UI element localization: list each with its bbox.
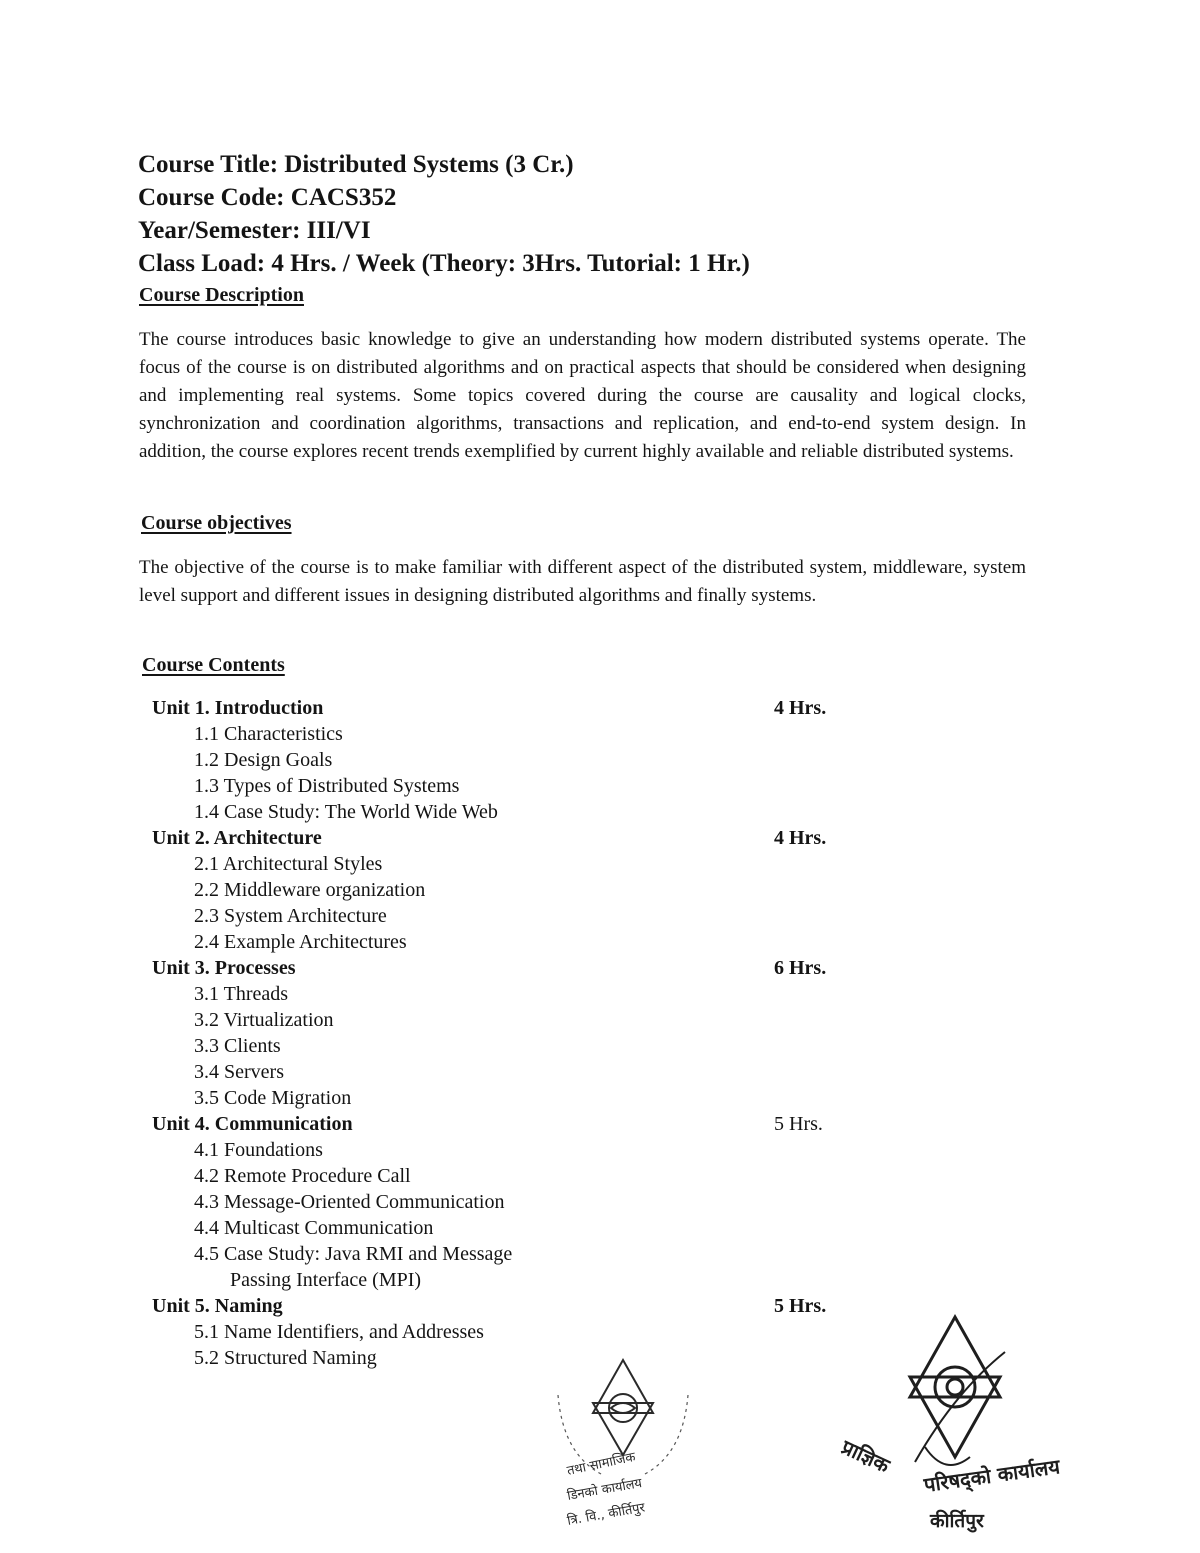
- contents-heading: Course Contents: [142, 654, 285, 676]
- topic-item: 1.1 Characteristics: [194, 723, 343, 745]
- unit-hours: 5 Hrs.: [774, 1295, 827, 1317]
- course-code: Course Code: CACS352: [138, 184, 397, 211]
- topic-item: 3.1 Threads: [194, 983, 289, 1005]
- topic-item: 1.4 Case Study: The World Wide Web: [194, 801, 498, 823]
- svg-text:कीर्तिपुर: कीर्तिपुर: [930, 1510, 984, 1532]
- unit-row: [152, 825, 852, 851]
- objectives-heading: Course objectives: [141, 512, 292, 534]
- topic-item: 3.5 Code Migration: [194, 1087, 352, 1109]
- unit-title: Unit 4. Communication: [152, 1113, 353, 1135]
- course-contents: [152, 695, 852, 1371]
- unit-row: [152, 955, 852, 981]
- topic-item: 4.2 Remote Procedure Call: [194, 1165, 411, 1187]
- unit-title: Unit 3. Processes: [152, 957, 296, 979]
- svg-text:तथा सामाजिक: तथा सामाजिक: [565, 1449, 637, 1479]
- topic-item: 1.2 Design Goals: [194, 749, 333, 771]
- topic-item: 3.2 Virtualization: [194, 1009, 334, 1031]
- topic-item: 4.5 Case Study: Java RMI and Message: [194, 1243, 513, 1265]
- class-load: Class Load: 4 Hrs. / Week (Theory: 3Hrs. Tutorial: 1 Hr.): [138, 250, 750, 277]
- star-emblem-icon: [528, 1355, 718, 1535]
- unit-title: Unit 5. Naming: [152, 1295, 283, 1317]
- course-header: [138, 148, 750, 280]
- topic-item: 5.1 Name Identifiers, and Addresses: [194, 1321, 484, 1343]
- topic-item-continuation: Passing Interface (MPI): [230, 1269, 422, 1291]
- unit-row: [152, 1293, 852, 1319]
- topic-item: 3.4 Servers: [194, 1061, 284, 1083]
- unit-row: [152, 1111, 852, 1137]
- description-text: The course introduces basic knowledge to give an understanding how modern distributed systems operate. The focus of the course is on distributed algorithms and on practical aspects that should be considered when designing and implementing real systems. Some topics covered during the course are causality and logical clocks, synchronization and coordination algorithms, transactions and replication, and end-to-end system design. In addition, the course explores recent trends exemplified by current highly available and reliable distributed systems.: [139, 329, 1026, 462]
- topic-item: 2.3 System Architecture: [194, 905, 387, 927]
- unit-title: Unit 2. Architecture: [152, 827, 322, 849]
- unit-title: Unit 1. Introduction: [152, 697, 324, 719]
- academic-council-stamp: [830, 1312, 1090, 1537]
- topic-item: 2.1 Architectural Styles: [194, 853, 383, 875]
- star-emblem-icon: [830, 1312, 1090, 1537]
- svg-text:डिनको कार्यालय: डिनको कार्यालय: [566, 1476, 644, 1504]
- topic-item: 4.4 Multicast Communication: [194, 1217, 434, 1239]
- objectives-text: The objective of the course is to make familiar with different aspect of the distributed system, middleware, system level support and different issues in designing distributed algorithms and finally systems.: [139, 557, 1026, 606]
- topic-item: 3.3 Clients: [194, 1035, 281, 1057]
- unit-hours: 4 Hrs.: [774, 827, 827, 849]
- svg-text:परिषद्को कार्यालय: परिषद्को कार्यालय: [922, 1454, 1062, 1497]
- unit-hours: 5 Hrs.: [774, 1113, 823, 1135]
- topic-item: 4.1 Foundations: [194, 1139, 323, 1161]
- dean-office-stamp: [528, 1355, 718, 1535]
- svg-text:प्राज्ञिक: प्राज्ञिक: [837, 1434, 894, 1478]
- description-heading: Course Description: [139, 284, 304, 306]
- topic-item: 5.2 Structured Naming: [194, 1347, 377, 1369]
- unit-hours: 4 Hrs.: [774, 697, 827, 719]
- topic-item: 1.3 Types of Distributed Systems: [194, 775, 460, 797]
- unit-hours: 6 Hrs.: [774, 957, 827, 979]
- topic-item: 2.4 Example Architectures: [194, 931, 407, 953]
- topic-item: 2.2 Middleware organization: [194, 879, 426, 901]
- year-semester: Year/Semester: III/VI: [138, 217, 371, 244]
- svg-text:त्रि. वि., कीर्तिपुर: त्रि. वि., कीर्तिपुर: [566, 1500, 647, 1529]
- topic-item: 4.3 Message-Oriented Communication: [194, 1191, 505, 1213]
- course-title: Course Title: Distributed Systems (3 Cr.): [138, 151, 574, 178]
- unit-row: [152, 695, 852, 721]
